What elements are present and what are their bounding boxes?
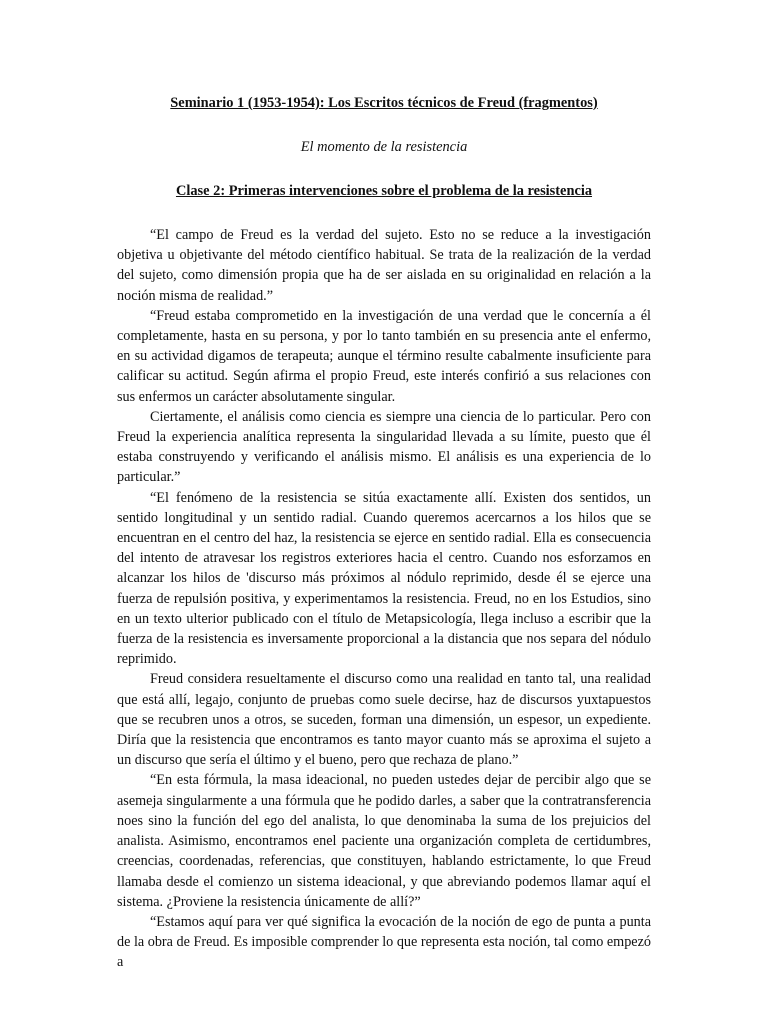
paragraph: “Estamos aquí para ver qué significa la evocación de la noción de ego de punta a punta de la obra de Freud. Es imposible comprender lo que representa esta noción, tal como empezó a [117,913,651,971]
document-title: Seminario 1 (1953-1954): Los Escritos técnicos de Freud (fragmentos) [170,95,598,111]
paragraph: Ciertamente, el análisis como ciencia es siempre una ciencia de lo particular. Pero con Freud la experiencia analítica representa la singularidad llevada a su límite, puesto que él estaba construyendo y verificando el análisis mismo. El análisis es una experiencia de lo particular.” [117,408,651,486]
paragraph: Freud considera resueltamente el discurso como una realidad en tanto tal, una realidad que está allí, legajo, conjunto de pruebas como suele decirse, haz de discursos yuxtapuestos que se recubren unos a otros, se suceden, forman una dimensión, un espesor, un expediente. Diría que la resistencia que encontramos es tanto mayor cuanto más se aproxima el sujeto a un discurso que sería el último y el bueno, pero que rechaza de plano.” [117,671,651,769]
paragraph: “En esta fórmula, la masa ideacional, no pueden ustedes dejar de percibir algo que se asemeja singularmente a una fórmula que he podido darles, a saber que la contratransferencia noes sino la función del ego del analista, lo que denominaba la suma de los prejuicios del analista. Asimismo, encontramos enel paciente una organización completa de certidumbres, creencias, coordenadas, referencias, que constituyen, hablando estrictamente, lo que Freud llamaba desde el comienzo un sistema ideacional, y que abreviando podemos llamar aquí el sistema. ¿Proviene la resistencia únicamente de allí?” [117,772,651,910]
paragraph: “Freud estaba comprometido en la investigación de una verdad que le concernía a él completamente, hasta en su persona, y por lo tanto también en su presencia ante el enfermo, en su actividad digamos de terapeuta; aunque el término resulte cabalmente insuficiente para calificar su actitud. Según afirma el propio Freud, este interés confirió a sus relaciones con sus enfermos un carácter absolutamente singular. [117,307,651,405]
document-body [117,225,651,973]
paragraph: “El fenómeno de la resistencia se sitúa exactamente allí. Existen dos sentidos, un sentido longitudinal y un sentido radial. Cuando queremos acercarnos a los hilos que se encuentran en el centro del haz, la resistencia se ejerce en sentido radial. Ella es consecuencia del intento de atravesar los registros exteriores hacia el centro. Cuando nos esforzamos en alcanzar los hilos de 'discurso más próximos al nódulo reprimido, desde él se ejerce una fuerza de repulsión positiva, y experimentamos la resistencia. Freud, no en los Estudios, sino en un texto ulterior publicado con el título de Metapsicología, llega incluso a escribir que la fuerza de la resistencia es inversamente proporcional a la distancia que nos separa del nódulo reprimido. [117,489,651,668]
paragraph: “El campo de Freud es la verdad del sujeto. Esto no se reduce a la investigación objetiva u objetivante del método científico habitual. Se trata de la realización de la verdad del sujeto, como dimensión propia que ha de ser aislada en su originalidad en relación a la noción misma de realidad.” [117,227,651,304]
section-title: Clase 2: Primeras intervenciones sobre el problema de la resistencia [175,183,593,199]
document-content [117,93,651,973]
document-subtitle: El momento de la resistencia [300,139,468,155]
